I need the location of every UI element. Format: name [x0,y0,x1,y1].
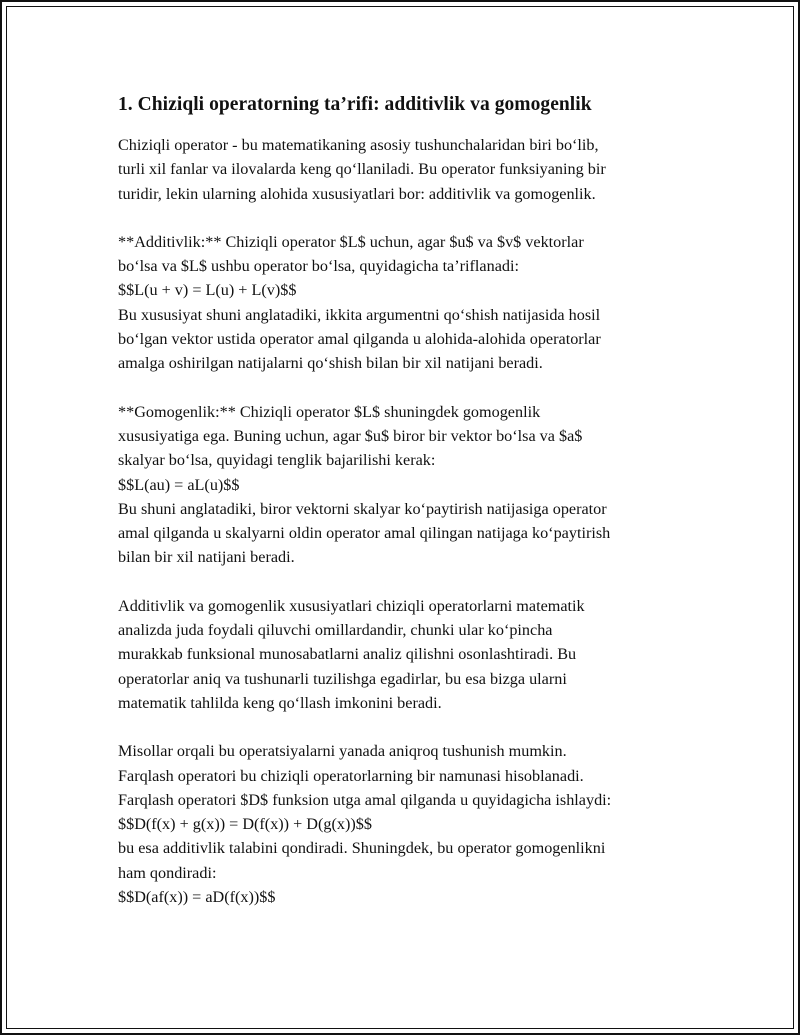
text-line: amal qilganda u skalyarni oldin operator amal qilingan natijaga ko‘paytirish [118,524,611,543]
formula-line: $$L(au) = aL(u)$$ [118,475,240,494]
document-body [118,92,698,933]
paragraph-examples [118,739,698,909]
text-line: skalyar bo‘lsa, quyidagi tenglik bajarilishi kerak: [118,451,436,470]
text-line: murakkab funksional munosabatlarni analiz qilishni osonlashtiradi. Bu [118,645,577,664]
text-line: bilan bir xil natijani beradi. [118,548,295,567]
text-line: Bu shuni anglatadiki, biror vektorni skalyar ko‘paytirish natijasiga operator [118,499,607,518]
text-line: **Additivlik:** Chiziqli operator $L$ uchun, agar $u$ va $v$ vektorlar [118,232,584,251]
paragraph-homogeneity [118,400,698,570]
text-line: Additivlik va gomogenlik xususiyatlari chiziqli operatorlarni matematik [118,596,585,615]
formula-line: $$D(af(x)) = aD(f(x))$$ [118,888,276,907]
text-line: bo‘lgan vektor ustida operator amal qilganda u alohida-alohida operatorlar [118,330,601,349]
text-line: Bu xususiyat shuni anglatadiki, ikkita argumentni qo‘shish natijasida hosil [118,305,601,324]
paragraph-usefulness [118,594,698,715]
text-line: ham qondiradi: [118,863,217,882]
text-line: operatorlar aniq va tushunarli tuzilishga egadirlar, bu esa bizga ularni [118,669,567,688]
text-line: turli xil fanlar va ilovalarda keng qo‘llaniladi. Bu operator funksiyaning bir [118,160,606,179]
text-line: analizda juda foydali qiluvchi omillardandir, chunki ular ko‘pincha [118,621,553,640]
text-line: Farqlash operatori $D$ funksion utga amal qilganda u quyidagicha ishlaydi: [118,790,612,809]
text-line: Farqlash operatori bu chiziqli operatorlarning bir namunasi hisoblanadi. [118,766,584,785]
text-line: Chiziqli operator - bu matematikaning asosiy tushunchalaridan biri bo‘lib, [118,136,599,154]
text-line: amalga oshirilgan natijalarni qo‘shish bilan bir xil natijani beradi. [118,354,543,373]
text-line: matematik tahlilda keng qo‘llash imkonini beradi. [118,693,442,712]
text-line: bu esa additivlik talabini qondiradi. Shuningdek, bu operator gomogenlikni [118,839,606,858]
paragraph-intro [118,133,698,206]
text-line: turidir, lekin ularning alohida xususiyatlari bor: additivlik va gomogenlik. [118,184,596,203]
text-line: **Gomogenlik:** Chiziqli operator $L$ shuningdek gomogenlik [118,402,541,421]
paragraph-additivity [118,230,698,376]
text-line: xususiyatiga ega. Buning uchun, agar $u$ biror bir vektor bo‘lsa va $a$ [118,426,583,445]
text-line: bo‘lsa va $L$ ushbu operator bo‘lsa, quyidagicha ta’riflanadi: [118,257,519,276]
formula-line: $$D(f(x) + g(x)) = D(f(x)) + D(g(x))$$ [118,815,372,834]
formula-line: $$L(u + v) = L(u) + L(v)$$ [118,281,297,300]
section-heading: 1. Chiziqli operatorning ta’rifi: additivlik va gomogenlik [118,94,592,115]
text-line: Misollar orqali bu operatsiyalarni yanada aniqroq tushunish mumkin. [118,742,567,761]
